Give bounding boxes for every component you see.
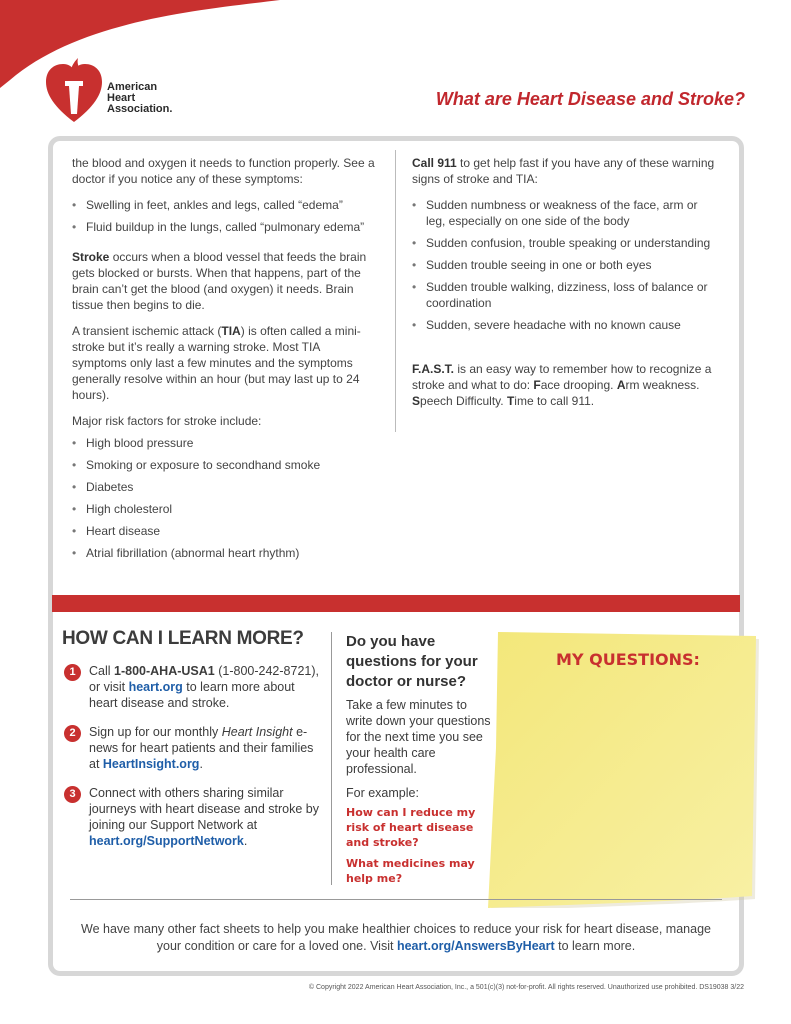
list-item: • Sudden, severe headache with no known cause xyxy=(412,317,717,333)
learn-item-1: 1 Call 1-800-AHA-USA1 (1-800-242-8721), or visit heart.org to learn more about heart disease and stroke. xyxy=(64,663,324,711)
column-divider xyxy=(395,150,396,432)
warning-sign-list xyxy=(412,197,717,333)
number-badge: 2 xyxy=(64,725,81,742)
number-badge: 1 xyxy=(64,664,81,681)
aha-logo[interactable] xyxy=(44,52,204,124)
support-network-link[interactable]: heart.org/SupportNetwork xyxy=(89,834,244,848)
doctor-questions-body: Take a few minutes to write down your questions for the next time you see your health care professional. xyxy=(346,698,491,776)
list-item: • Smoking or exposure to secondhand smoke xyxy=(72,457,377,473)
risk-factor-list xyxy=(72,435,377,561)
learn-item-2: 2 Sign up for our monthly Heart Insight e-news for heart patients and their families at HeartInsight.org. xyxy=(64,724,324,772)
example-question: How can I reduce my risk of heart disease and stroke? xyxy=(346,806,476,849)
number-badge: 3 xyxy=(64,786,81,803)
list-item: • Fluid buildup in the lungs, called “pulmonary edema” xyxy=(72,219,377,235)
stroke-paragraph: Stroke occurs when a blood vessel that feeds the brain gets blocked or bursts. When that happens, part of the brain can’t get the blood (and oxygen) it needs. Brain tissue then begins to die. xyxy=(72,250,367,312)
answers-by-heart-link[interactable]: heart.org/AnswersByHeart xyxy=(396,939,555,953)
learn-item-3: 3 Connect with others sharing similar journeys with heart disease and stroke by joining our Support Network at heart.org/SupportNetwork. xyxy=(64,785,324,849)
list-item: • Sudden trouble seeing in one or both eyes xyxy=(412,257,717,273)
note-title: MY QUESTIONS: xyxy=(556,650,700,669)
call-911-paragraph: Call 911 to get help fast if you have any of these warning signs of stroke and TIA: xyxy=(412,156,715,186)
list-item: • Sudden numbness or weakness of the face, arm or leg, especially on one side of the body xyxy=(412,197,717,229)
list-item: • Diabetes xyxy=(72,479,377,495)
sticky-note xyxy=(486,628,761,908)
list-item: • Swelling in feet, ankles and legs, called “edema” xyxy=(72,197,377,213)
footer-text: We have many other fact sheets to help you make healthier choices to reduce your risk for heart disease, manage your condition or care for a loved one. Visit heart.org/AnswersByHeart to learn more. xyxy=(81,922,711,953)
heartinsight-link[interactable]: HeartInsight.org xyxy=(102,757,200,771)
learn-more-heading: HOW CAN I LEARN MORE? xyxy=(62,628,304,649)
left-column xyxy=(72,155,377,575)
footer-divider xyxy=(70,899,722,900)
learn-more-list xyxy=(64,663,324,862)
risk-intro: Major risk factors for stroke include: xyxy=(72,414,262,428)
symptom-list xyxy=(72,197,377,235)
section-band xyxy=(52,595,740,612)
heart-torch-icon xyxy=(44,52,104,124)
right-column xyxy=(412,155,717,419)
list-item: • Heart disease xyxy=(72,523,377,539)
tia-paragraph: A transient ischemic attack (TIA) is often called a mini-stroke but it’s really a warning stroke. Most TIA symptoms only last a few minutes and the symptoms generally resolve within an hour (but may last up to 24 hours). xyxy=(72,324,361,402)
intro-text: the blood and oxygen it needs to function properly. See a doctor if you notice any of these symptoms: xyxy=(72,156,375,186)
heart-org-link[interactable]: heart.org xyxy=(128,680,183,694)
example-question: What medicines may help me? xyxy=(346,857,475,885)
page-title: What are Heart Disease and Stroke? xyxy=(435,89,745,109)
list-item: • Sudden confusion, trouble speaking or understanding xyxy=(412,235,717,251)
list-item: • High blood pressure xyxy=(72,435,377,451)
example-label: For example: xyxy=(346,786,419,800)
section-divider xyxy=(331,632,332,885)
doctor-questions-heading: Do you have questions for your doctor or nurse? xyxy=(346,633,478,690)
list-item: • Sudden trouble walking, dizziness, loss of balance or coordination xyxy=(412,279,717,311)
list-item: • Atrial fibrillation (abnormal heart rhythm) xyxy=(72,545,377,561)
fast-paragraph: F.A.S.T. is an easy way to remember how to recognize a stroke and what to do: Face drooping. Arm weakness. Speech Difficulty. Time to call 911. xyxy=(412,362,712,408)
org-name: American Heart Association. xyxy=(107,81,173,115)
list-item: • High cholesterol xyxy=(72,501,377,517)
copyright-text: © Copyright 2022 American Heart Association, Inc., a 501(c)(3) not-for-profit. All rights reserved. Unauthorized use prohibited. DS19038 3/22 xyxy=(308,984,744,991)
